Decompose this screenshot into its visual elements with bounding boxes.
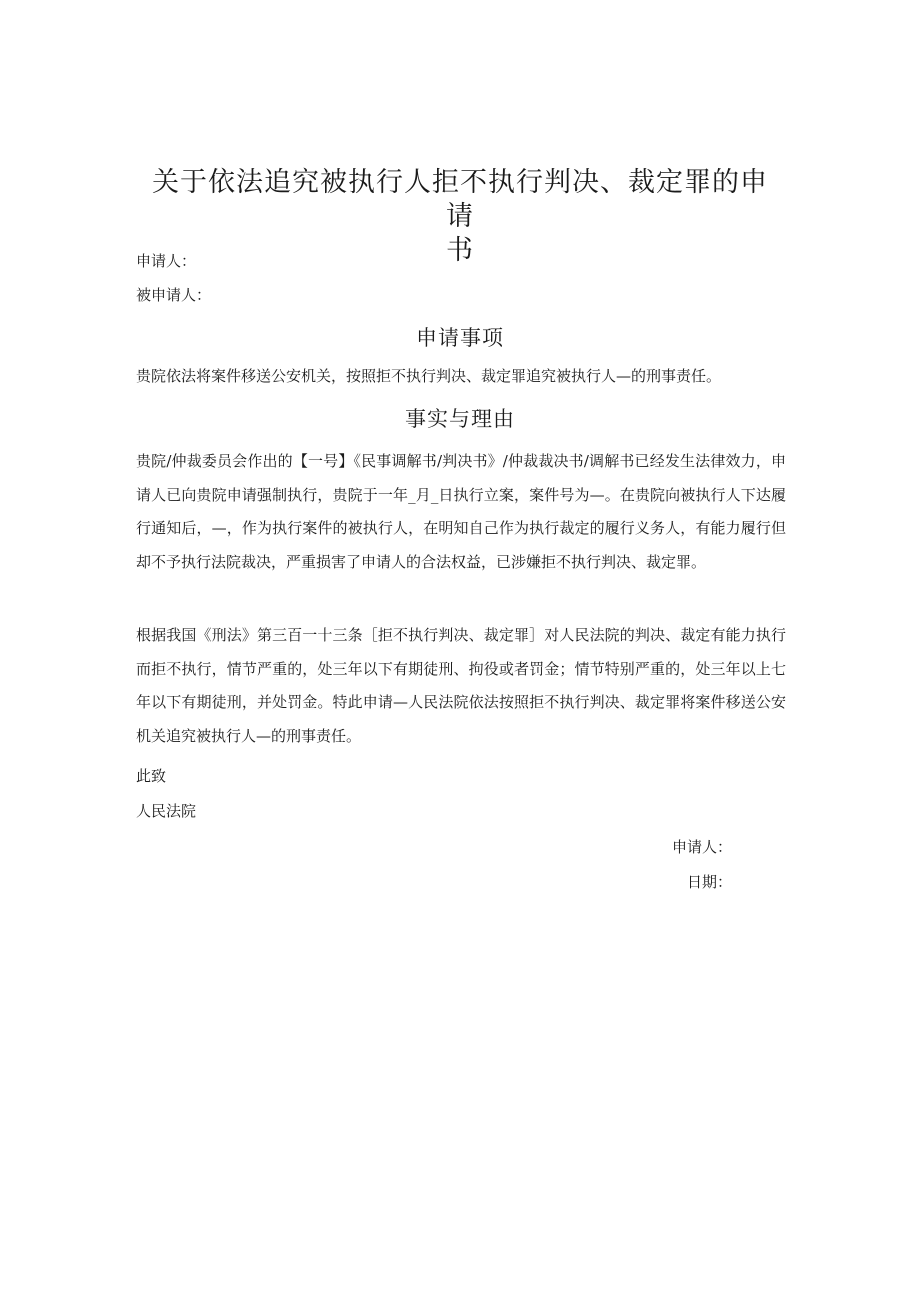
facts-paragraph-1: 贵院/仲裁委员会作出的【一号】《民事调解书/判决书》/仲裁裁决书/调解书已经发生法律效力，申请人已向贵院申请强制执行，贵院于一年_月_日执行立案，案件号为—。在贵院向被执行人下达履行通知后，—，作为执行案件的被执行人，在明知自己作为执行裁定的履行义务人，有能力履行但却不予执行法院裁决，严重损害了申请人的合法权益，已涉嫌拒不执行判决、裁定罪。	[136, 452, 786, 571]
request-body: 贵院依法将案件移送公安机关，按照拒不执行判决、裁定罪追究被执行人—的刑事责任。	[136, 367, 722, 385]
request-heading: 申请事项	[416, 326, 504, 350]
document-title	[140, 166, 780, 268]
facts-paragraph-2: 根据我国《刑法》第三百一十三条［拒不执行判决、裁定罪］对人民法院的判决、裁定有能力执行而拒不执行，情节严重的，处三年以下有期徒刑、拘役或者罚金；情节特别严重的，处三年以上七年以下有期徒刑，并处罚金。特此申请—人民法院依法按照拒不执行判决、裁定罪将案件移送公安机关追究被执行人—的刑事责任。	[136, 626, 786, 745]
document-title-line2: 书	[446, 235, 474, 266]
applicant-field: 申请人：	[136, 252, 197, 270]
closing-recipient: 人民法院	[136, 802, 197, 820]
facts-heading: 事实与理由	[405, 407, 515, 431]
respondent-field: 被申请人：	[136, 286, 212, 304]
document-title-line1: 关于依法追究被执行人拒不执行判决、裁定罪的申请	[152, 167, 768, 232]
signature-date: 日期：	[686, 873, 732, 891]
signature-applicant: 申请人：	[671, 838, 732, 856]
closing-salutation: 此致	[136, 767, 167, 785]
